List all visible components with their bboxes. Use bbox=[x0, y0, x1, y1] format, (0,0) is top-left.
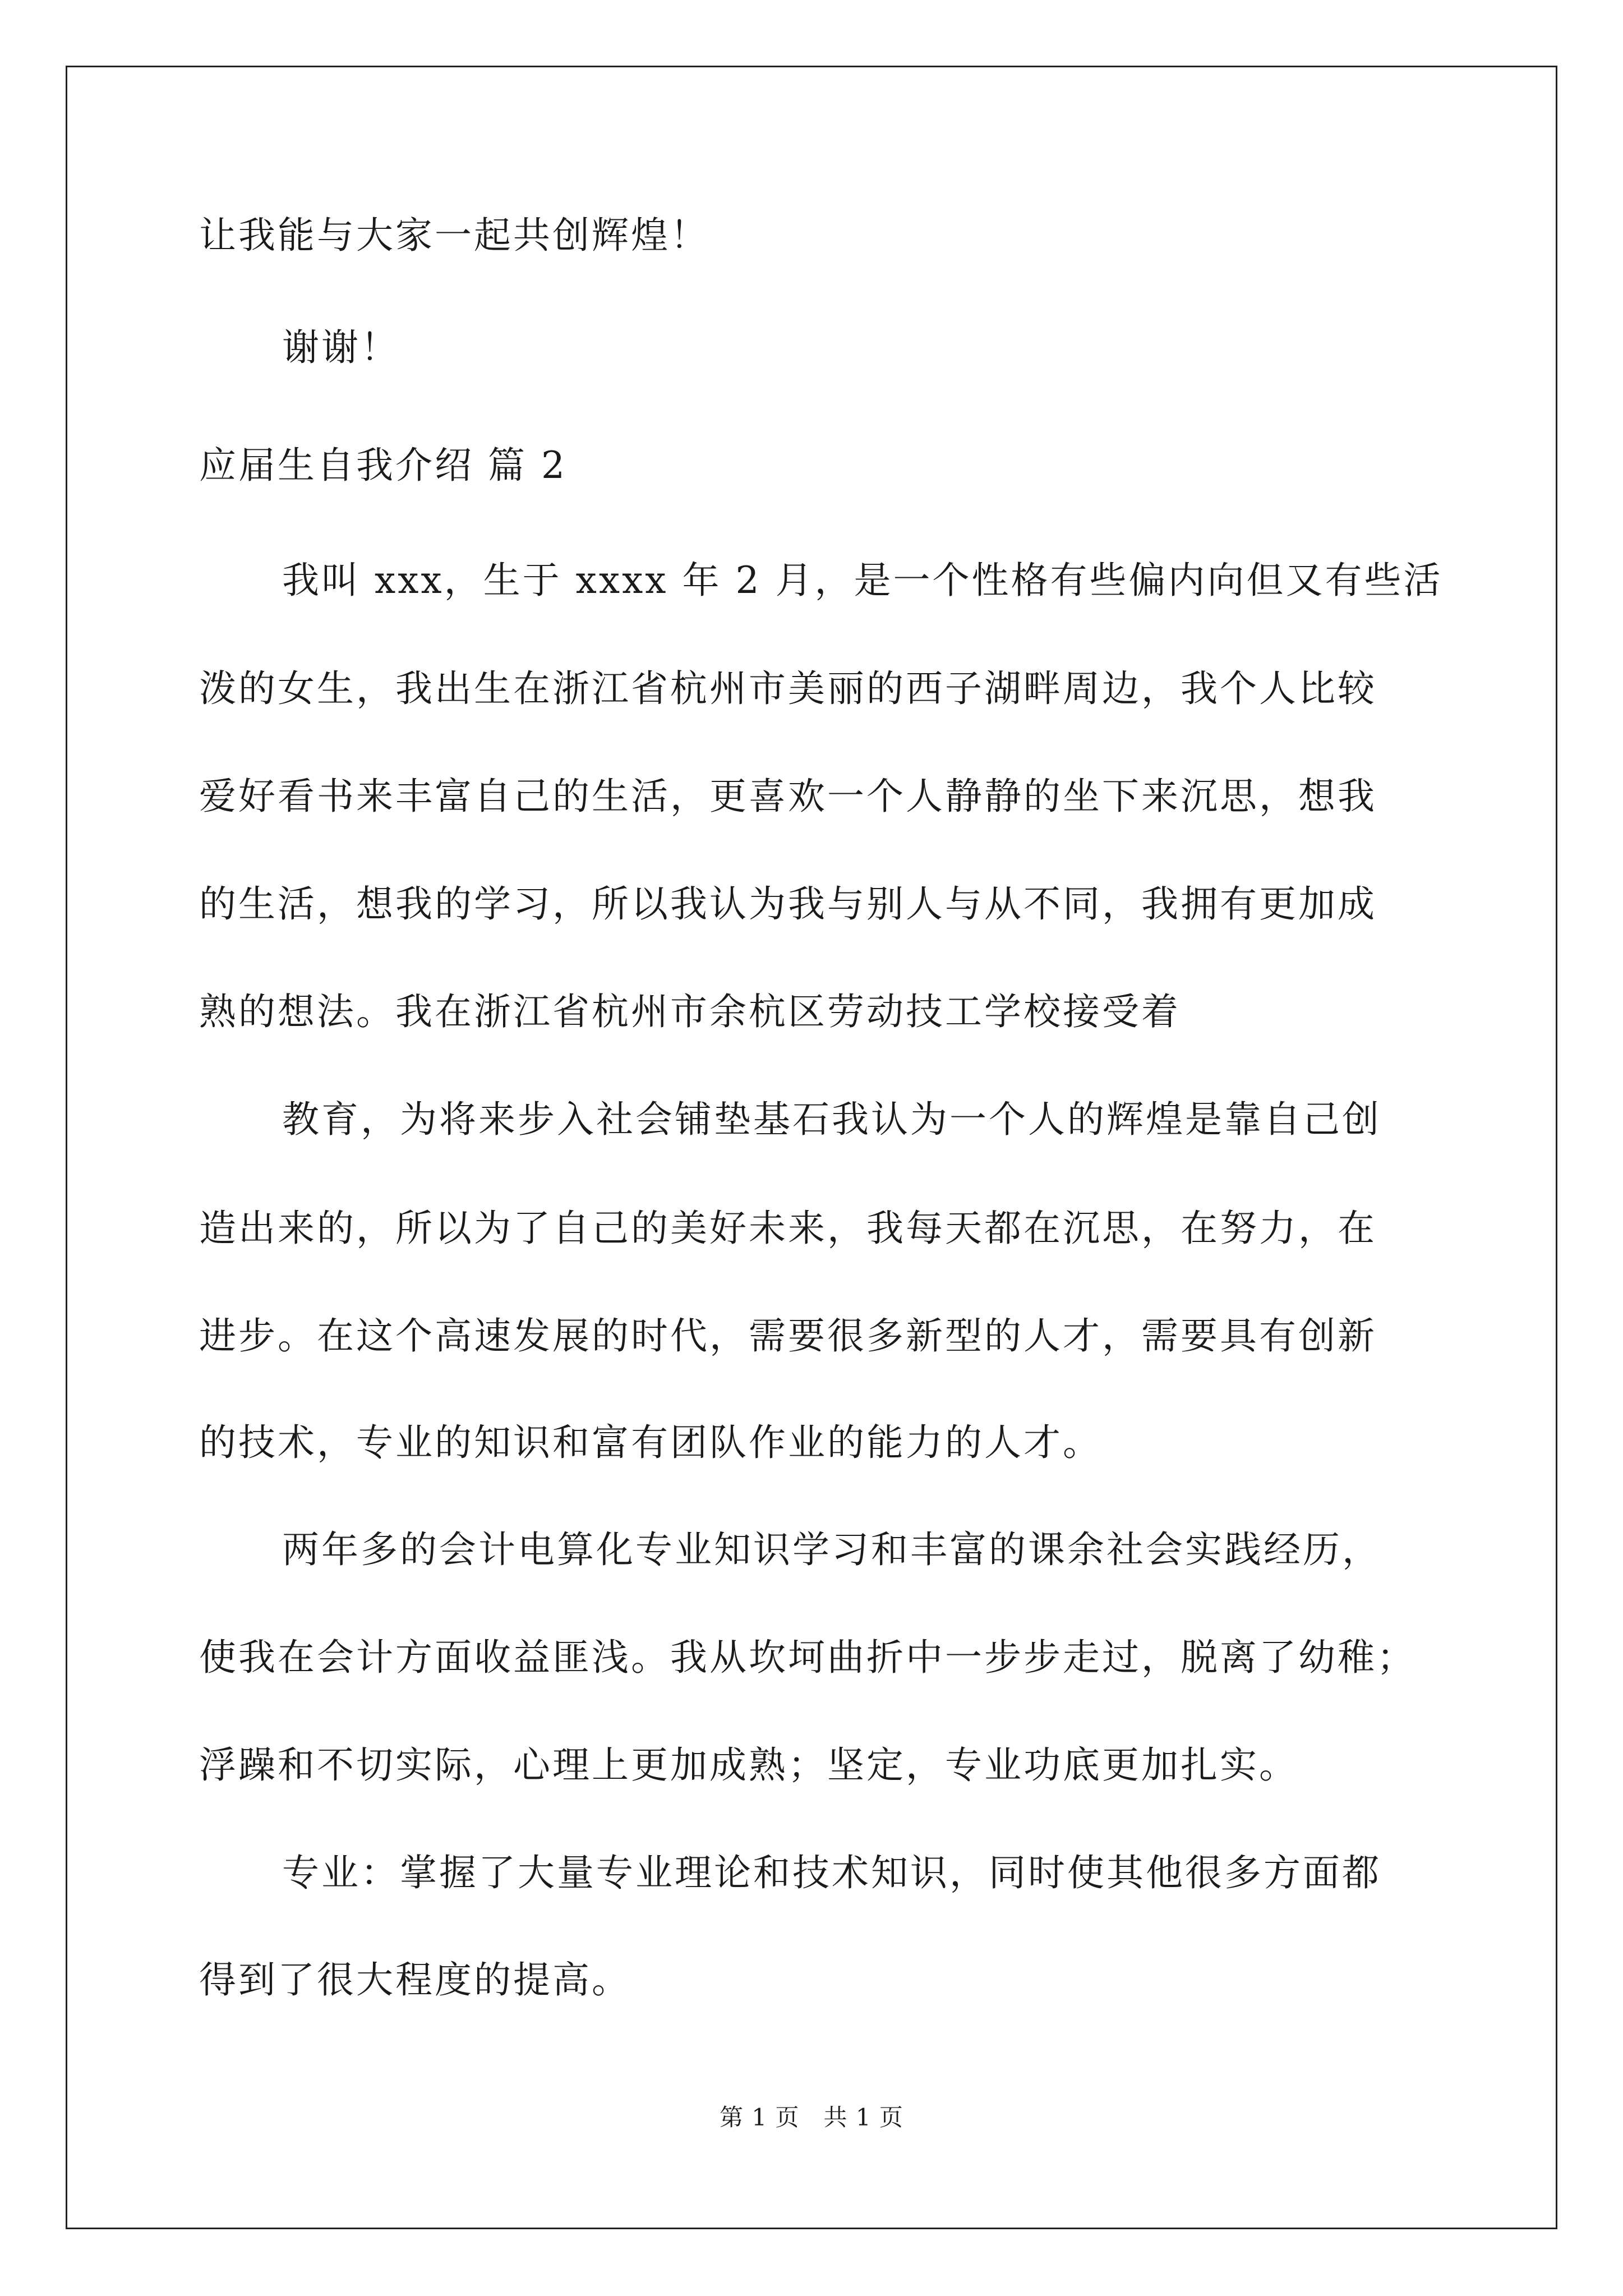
paragraph-line: 爱好看书来丰富自己的生活，更喜欢一个人静静的坐下来沉思，想我 bbox=[199, 775, 1377, 818]
paragraph-line: 让我能与大家一起共创辉煌！ bbox=[199, 214, 709, 257]
page-number-footer: 第 1 页 共 1 页 bbox=[720, 2104, 903, 2131]
paragraph-line: 我叫 xxx，生于 xxxx 年 2 月，是一个性格有些偏内向但又有些活 bbox=[282, 559, 1443, 602]
paragraph-line: 得到了很大程度的提高。 bbox=[199, 1958, 631, 2001]
paragraph-line: 专业：掌握了大量专业理论和技术知识，同时使其他很多方面都 bbox=[282, 1851, 1381, 1894]
paragraph-line: 泼的女生，我出生在浙江省杭州市美丽的西子湖畔周边，我个人比较 bbox=[199, 667, 1377, 710]
paragraph-line: 两年多的会计电算化专业知识学习和丰富的课余社会实践经历， bbox=[282, 1528, 1381, 1571]
paragraph-line: 使我在会计方面收益匪浅。我从坎坷曲折中一步步走过，脱离了幼稚； bbox=[199, 1636, 1416, 1679]
paragraph-line: 进步。在这个高速发展的时代，需要很多新型的人才，需要具有创新 bbox=[199, 1314, 1377, 1358]
paragraph-line: 谢谢！ bbox=[282, 326, 400, 369]
paragraph-line: 的技术，专业的知识和富有团队作业的能力的人才。 bbox=[199, 1421, 1102, 1464]
paragraph-line: 熟的想法。我在浙江省杭州市余杭区劳动技工学校接受着 bbox=[199, 990, 1181, 1033]
paragraph-line: 造出来的，所以为了自己的美好未来，我每天都在沉思，在努力，在 bbox=[199, 1207, 1377, 1250]
paragraph-line: 教育，为将来步入社会铺垫基石我认为一个人的辉煌是靠自己创 bbox=[282, 1098, 1381, 1141]
paragraph-line: 的生活，想我的学习，所以我认为我与别人与从不同，我拥有更加成 bbox=[199, 882, 1377, 926]
paragraph-line: 浮躁和不切实际，心理上更加成熟；坚定，专业功底更加扎实。 bbox=[199, 1743, 1298, 1787]
section-heading: 应届生自我介绍 篇 2 bbox=[199, 444, 567, 487]
